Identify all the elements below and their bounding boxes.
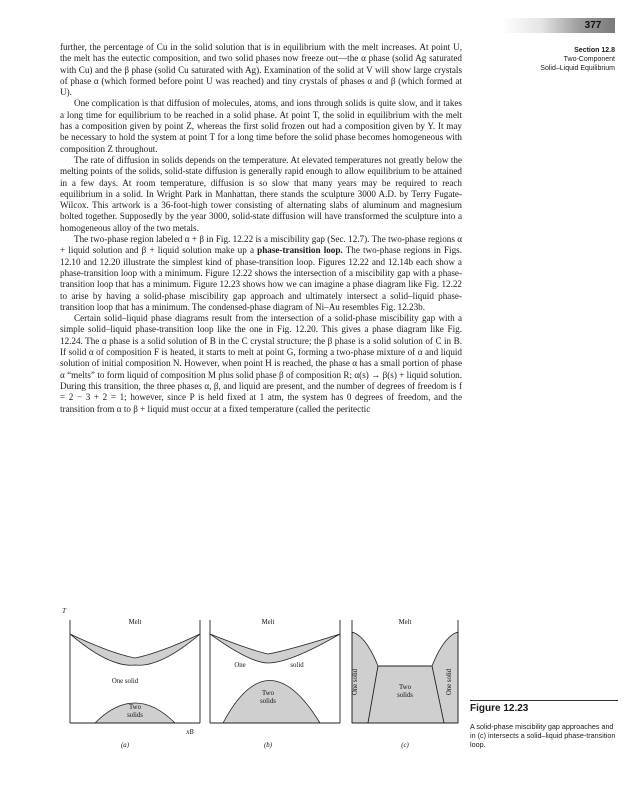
panel-c-caption-label: (c) <box>401 742 409 749</box>
panel-a-two-solids-label <box>115 704 155 720</box>
paragraph-4-before: The two-phase region labeled α + β in Fig. 12.22 is a miscibility gap (Sec. 12.7). The two-phase regions α + liquid solution and β + liquid solution make up a <box>60 234 462 256</box>
paragraph-1: further, the percentage of Cu in the solid solution that is in equilibrium with the melt increases. At point U, the melt has the eutectic composition, and two solid phases now freeze out—the α phase (solid Ag saturated with Cu) and the β phase (solid Cu saturated with Ag). Examination of the solid at V will show large crystals of phase α (which formed before point U was reached) and tiny crystals of phases α and β (which formed at U). <box>60 42 462 98</box>
section-subtitle-line1: Two-Component <box>563 56 615 63</box>
paragraph-3: The rate of diffusion in solids depends on the temperature. At elevated temperatures not greatly below the melting points of the solids, solid-state diffusion is generally rapid enough to allow equilibrium to be attained in a few days. At room temperature, diffusion is so slow that many years may be required to reach equilibrium in a solid. In Wright Park in Manhattan, there stands the sculpture 3000 A.D. by Terry Fugate-Wilcox. This artwork is a 36-foot-high tower consisting of alternating slabs of aluminum and magnesium bolted together. Supposedly by the year 3000, solid-state diffusion will have transformed the sculpture into a homogeneous alloy of the two metals. <box>60 154 462 233</box>
panel-b-solids-label: solids <box>260 698 276 705</box>
panel-b-two-solids-label <box>248 690 288 706</box>
panel-b-two-label: Two <box>262 690 274 697</box>
phase-transition-loop-term: phase-transition loop. <box>257 245 343 256</box>
body-text <box>60 42 462 415</box>
panel-c-two-solids-label <box>385 684 425 700</box>
panel-c-two-label: Two <box>399 684 411 691</box>
panel-a-melt-label: Melt <box>128 619 142 626</box>
panel-b-loop-region <box>210 634 340 663</box>
panel-c-melt-label: Melt <box>398 619 412 626</box>
figure-caption-text: A solid-phase miscibility gap approaches and in (c) intersects a solid–liquid phase-transition loop. <box>470 722 616 750</box>
panel-a-caption-label: (a) <box>121 742 129 749</box>
panel-b-one-label: One <box>234 662 246 669</box>
paragraph-2: One complication is that diffusion of molecules, atoms, and ions through solids is quite slow, and it takes a long time for equilibrium to be reached in a solid phase. At point T, the solid in equilibrium with the melt has a composition given by point Z, whereas the first solid frozen out had a composition given by Y. It may be necessary to hold the system at point T for a long time before the solid phase becomes homogeneous with composition Z throughout. <box>60 98 462 154</box>
panel-a-one-solid-label: One solid <box>111 678 139 685</box>
figure-caption-title: Figure 12.23 <box>470 703 529 714</box>
paragraph-4-after: The two-phase regions in Figs. 12.10 and 12.20 illustrate the simplest kind of phase-transition loop. Figures 12.22 and 12.14b each show a phase-transition loop with a minimum. Figure 12.22 shows the intersection of a miscibility gap with a phase-transition loop that has a minimum. Figure 12.23 shows how we can imagine a phase diagram like Fig. 12.22 to arise by having a solid-phase miscibility gap approach and ultimately intersect a solid–liquid phase-transition loop that has a minimum. The condensed-phase diagram of Ni–Au resembles Fig. 12.23b. <box>60 245 462 312</box>
panel-b-caption-label: (b) <box>264 742 272 749</box>
panel-c-solids-label: solids <box>397 692 413 699</box>
section-subtitle <box>470 56 615 73</box>
panel-a-loop-region <box>70 634 200 665</box>
section-title: Section 12.8 <box>574 47 615 54</box>
caption-rule <box>470 700 618 701</box>
panel-c-one-solid-right-label: One solid <box>446 668 453 696</box>
panel-a-solids-label: solids <box>127 712 143 719</box>
panel-b-melt-label: Melt <box>261 619 275 626</box>
section-subtitle-line2: Solid–Liquid Equilibrium <box>540 64 615 72</box>
figure-12-23 <box>60 608 460 788</box>
axis-label-t: T <box>62 608 66 615</box>
paragraph-5: Certain solid–liquid phase diagrams result from the intersection of a solid-phase miscibility gap with a simple solid–liquid phase-transition loop like the one in Fig. 12.20. This gives a phase diagram like Fig. 12.24. The α phase is a solid solution of B in the C crystal structure; the β phase is a solid solution of C in B. If solid α of composition F is heated, it starts to melt at point G, forming a two-phase mixture of α and liquid solution of initial composition N. However, when point H is reached, the phase α has a small portion of phase α “melts” to form liquid of composition M plus solid phase β of composition R; α(s) → β(s) + liquid solution. During this transition, the three phases α, β, and liquid are present, and the number of degrees of freedom is f = 2 − 3 + 2 = 1; however, since P is held fixed at 1 atm, the system has 0 degrees of freedom, and the transition from α to β + liquid must occur at a fixed temperature (called the peritectic <box>60 313 462 414</box>
page-number: 377 <box>584 20 602 31</box>
panel-b-solid-label: solid <box>290 662 304 669</box>
panel-b-diagram <box>210 620 340 723</box>
panel-c-one-solid-left-label: One solid <box>352 668 359 696</box>
paragraph-4 <box>60 234 462 313</box>
axis-label-xb: xB <box>186 729 194 736</box>
panel-c-diagram <box>352 620 458 723</box>
panel-a-two-label: Two <box>129 704 141 711</box>
